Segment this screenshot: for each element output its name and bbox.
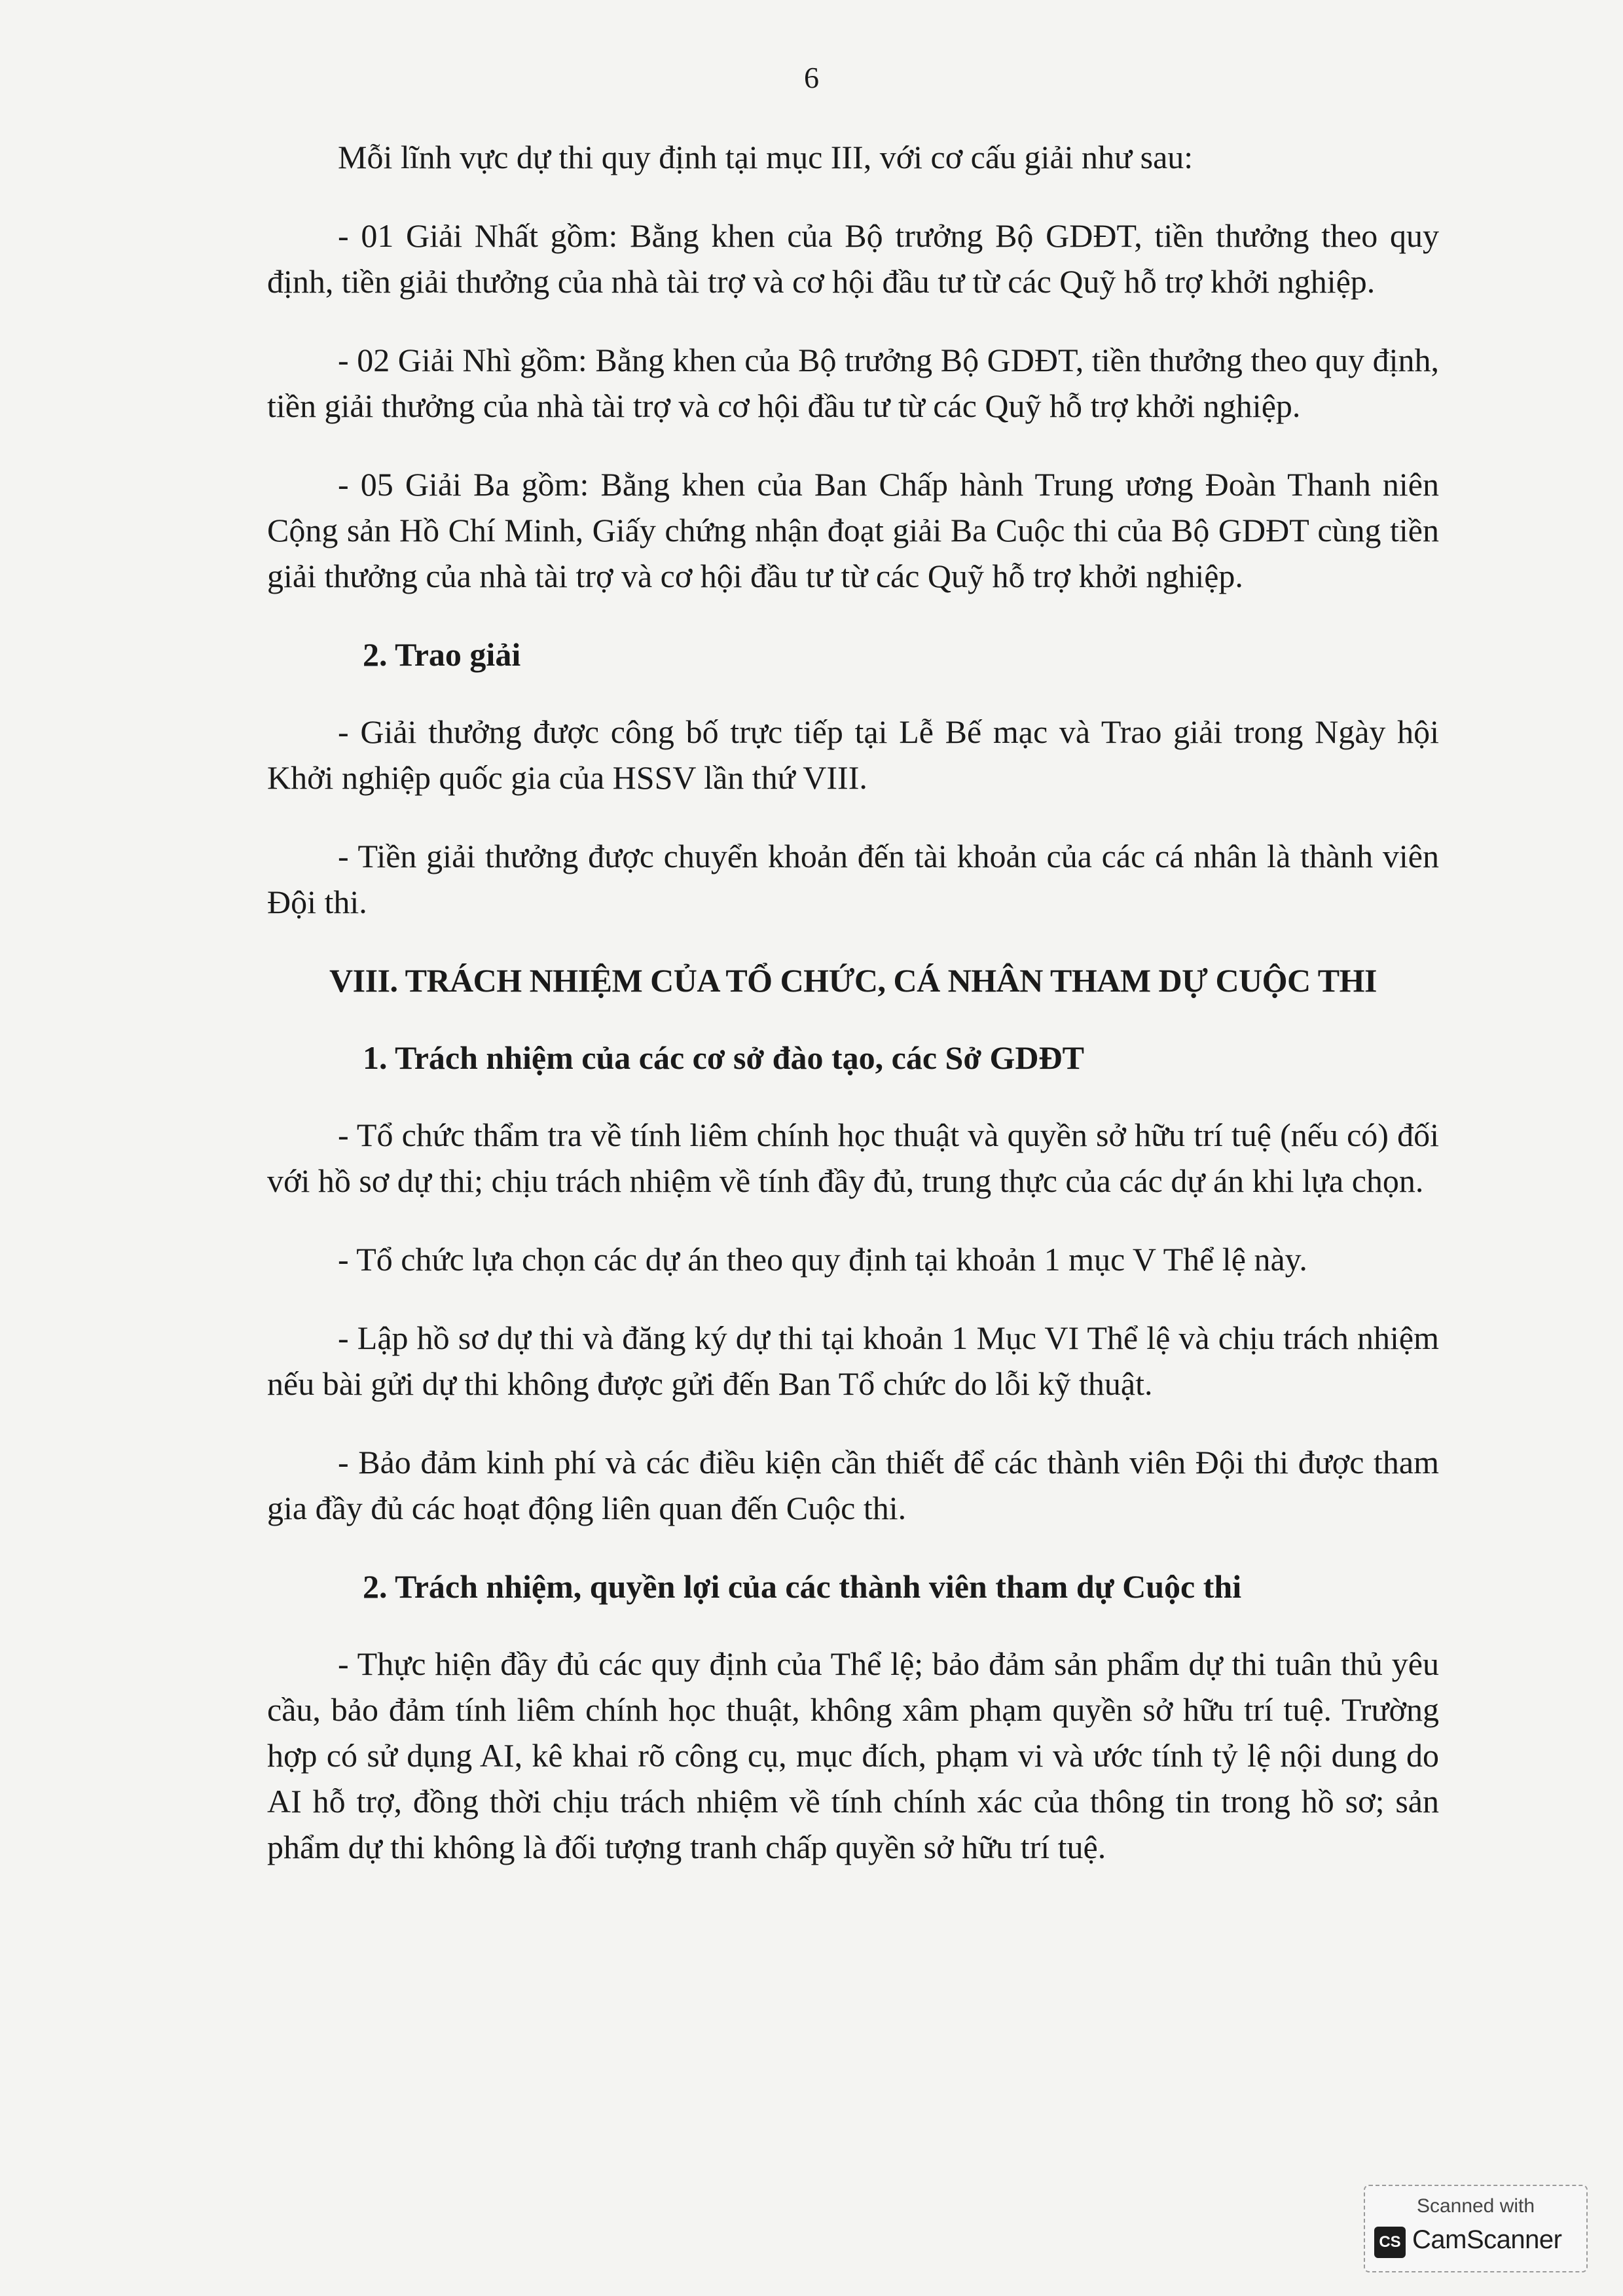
- paragraph-awarding-1: - Giải thưởng được công bố trực tiếp tại Lễ Bế mạc và Trao giải trong Ngày hội Khởi nghiệp quốc gia của HSSV lần thứ VIII.: [267, 713, 1439, 796]
- paragraph-intro: Mỗi lĩnh vực dự thi quy định tại mục III, với cơ cấu giải như sau:: [338, 139, 1194, 175]
- watermark-caption: Scanned with: [1416, 2195, 1535, 2217]
- watermark-brand: CamScanner: [1412, 2225, 1562, 2254]
- paragraph-responsibility-1d: - Bảo đảm kinh phí và các điều kiện cần thiết để các thành viên Đội thi được tham gia đầy đủ các hoạt động liên quan đến Cuộc thi.: [267, 1444, 1439, 1526]
- heading-awarding: 2. Trao giải: [363, 636, 521, 673]
- paragraph-first-prize: - 01 Giải Nhất gồm: Bằng khen của Bộ trưởng Bộ GDĐT, tiền thưởng theo quy định, tiền giải thưởng của nhà tài trợ và cơ hội đầu tư từ các Quỹ hỗ trợ khởi nghiệp.: [267, 217, 1439, 300]
- heading-responsibility-2: 2. Trách nhiệm, quyền lợi của các thành viên tham dự Cuộc thi: [363, 1568, 1242, 1605]
- paragraph-awarding-2: - Tiền giải thưởng được chuyển khoản đến tài khoản của các cá nhân là thành viên Đội thi.: [267, 838, 1439, 920]
- page-number: 6: [804, 61, 819, 94]
- paragraph-responsibility-1a: - Tổ chức thẩm tra về tính liêm chính học thuật và quyền sở hữu trí tuệ (nếu có) đối với hồ sơ dự thi; chịu trách nhiệm về tính đầy đủ, trung thực của các dự án khi lựa chọn.: [267, 1117, 1439, 1199]
- document-body: [267, 134, 1439, 1903]
- camscanner-watermark: [1364, 2185, 1588, 2272]
- paragraph-responsibility-1c: - Lập hồ sơ dự thi và đăng ký dự thi tại khoản 1 Mục VI Thể lệ và chịu trách nhiệm nếu bài gửi dự thi không được gửi đến Ban Tổ chức do lỗi kỹ thuật.: [267, 1319, 1439, 1402]
- section-heading-viii: VIII. TRÁCH NHIỆM CỦA TỔ CHỨC, CÁ NHÂN THAM DỰ CUỘC THI: [329, 962, 1377, 999]
- heading-responsibility-1: 1. Trách nhiệm của các cơ sở đào tạo, các Sở GDĐT: [363, 1039, 1084, 1076]
- camscanner-logo-icon: CS: [1374, 2227, 1406, 2258]
- paragraph-third-prize: - 05 Giải Ba gồm: Bằng khen của Ban Chấp hành Trung ương Đoàn Thanh niên Cộng sản Hồ Chí Minh, Giấy chứng nhận đoạt giải Ba Cuộc thi của Bộ GDĐT cùng tiền giải thưởng của nhà tài trợ và cơ hội đầu tư từ các Quỹ hỗ trợ khởi nghiệp.: [267, 466, 1439, 594]
- paragraph-second-prize: - 02 Giải Nhì gồm: Bằng khen của Bộ trưởng Bộ GDĐT, tiền thưởng theo quy định, tiền giải thưởng của nhà tài trợ và cơ hội đầu tư từ các Quỹ hỗ trợ khởi nghiệp.: [267, 342, 1439, 424]
- paragraph-responsibility-2a: - Thực hiện đầy đủ các quy định của Thể lệ; bảo đảm sản phẩm dự thi tuân thủ yêu cầu, bảo đảm tính liêm chính học thuật, không xâm phạm quyền sở hữu trí tuệ. Trường hợp có sử dụng AI, kê khai rõ công cụ, mục đích, phạm vi và ước tính tỷ lệ nội dung do AI hỗ trợ, đồng thời chịu trách nhiệm về tính chính xác của thông tin trong hồ sơ; sản phẩm dự thi không là đối tượng tranh chấp quyền sở hữu trí tuệ.: [267, 1645, 1439, 1865]
- paragraph-responsibility-1b: - Tổ chức lựa chọn các dự án theo quy định tại khoản 1 mục V Thể lệ này.: [338, 1241, 1307, 1278]
